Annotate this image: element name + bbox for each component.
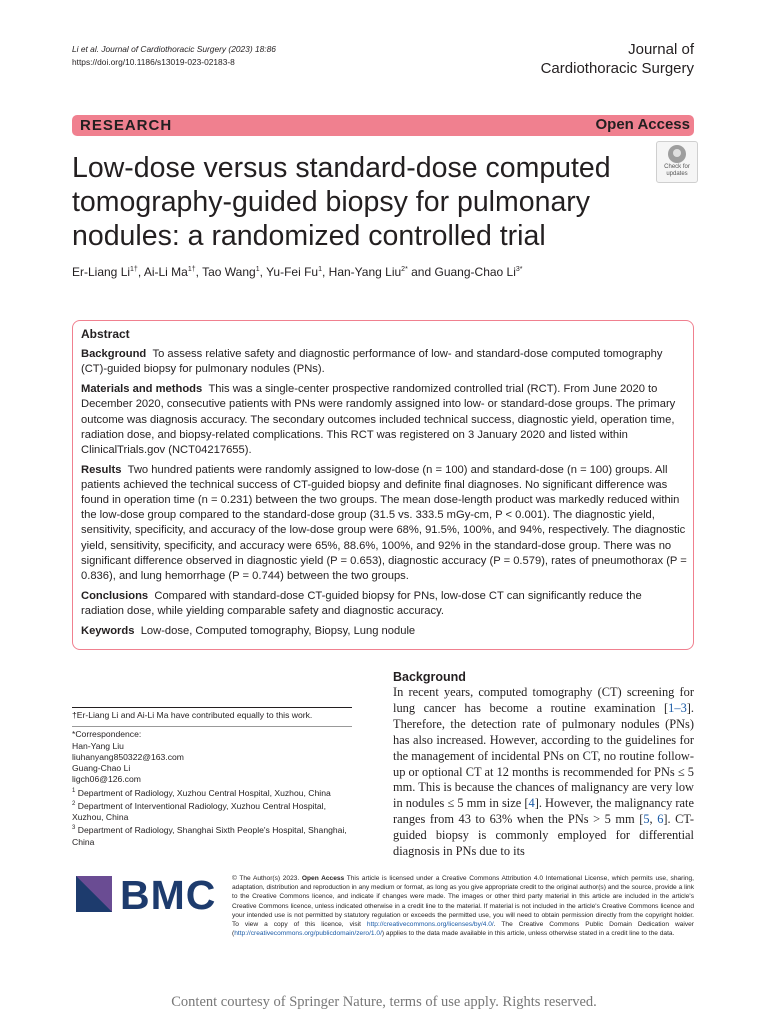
section-heading: Background — [393, 670, 466, 684]
section-label: Conclusions — [81, 589, 149, 602]
abstract-results — [81, 463, 687, 585]
affiliation-number: 2 — [72, 800, 76, 807]
check-for-updates-button[interactable] — [656, 141, 698, 183]
abstract-heading: Abstract — [81, 327, 130, 341]
body-text: ]. However, the malignancy rate ranges from 43 to 63% when the PNs > 5 mm [ — [393, 796, 694, 827]
footnote-divider — [72, 707, 352, 708]
affiliation-text: Department of Radiology, Xuzhou Central Hospital, Xuzhou, China — [77, 787, 331, 798]
abstract-conclusions — [81, 589, 687, 619]
doi-link[interactable]: https://doi.org/10.1186/s13019-023-02183-8 — [72, 57, 235, 67]
correspondent-email[interactable]: liuhanyang850322@163.com — [72, 751, 184, 762]
author-affiliation-marker: 1 — [255, 266, 260, 273]
author-name[interactable]: Yu-Fei Fu — [266, 265, 319, 279]
refresh-check-icon — [668, 145, 686, 163]
bmc-square-logo-icon — [76, 876, 112, 912]
section-text: Two hundred patients were randomly assigned to low-dose (n = 100) and standard-dose (n = 100) groups. All patients achieved the technical success of CT-guided biopsy and definite final diagnoses. No significant difference was found in operation time (n = 0.231) between the two groups. The mean dose-length product was markedly reduced within the low-dose group compared to the standard-dose group (31.5 vs. 333.5 mGy-cm, P < 0.001). The diagnostic yield, sensitivity, specificity, and accuracy of the low-dose group were 68%, 91.5%, 100%, and 94%, respectively. The diagnostic yield, sensitivity, specificity, and accuracy were 65%, 88.6%, 100%, and 92% in the standard-dose group. There was no significant difference observed in diagnostic yield (P = 0.653), diagnostic accuracy (P = 0.579), rates of pneumothorax (P = 0.836), and lung hemorrhage (P = 0.744) between the two groups. — [81, 463, 687, 583]
journal-name-line1: Journal of — [628, 41, 694, 58]
author-name[interactable]: Tao Wang — [202, 265, 256, 279]
citation-link[interactable]: 6 — [657, 812, 664, 827]
license-statement — [232, 874, 694, 938]
author-name[interactable]: Ai-Li Ma — [143, 265, 188, 279]
affiliation-text: Department of Interventional Radiology, Xuzhou Central Hospital, — [77, 800, 326, 811]
article-type-banner — [72, 115, 694, 136]
equal-contribution-note: †Er-Liang Li and Ai-Li Ma have contributed equally to this work. — [72, 710, 313, 720]
affiliation-number: 3 — [72, 825, 76, 832]
article-type-label: RESEARCH — [80, 117, 173, 134]
author-name[interactable]: Han-Yang Liu — [328, 265, 402, 279]
citation-link[interactable]: 1–3 — [668, 700, 687, 715]
author-name[interactable]: Guang-Chao Li — [434, 265, 516, 279]
body-text: ]. CT-guided biopsy is commonly employed for differential diagnosis in PNs due to its — [393, 812, 694, 859]
affiliation-number: 1 — [72, 787, 76, 794]
affiliation-text: Department of Radiology, Shanghai Sixth People's Hospital, Shanghai, — [77, 825, 347, 836]
author-affiliation-marker: 3* — [515, 266, 523, 273]
author-separator: , — [195, 265, 203, 279]
correspondent-email[interactable]: ligch06@126.com — [72, 774, 141, 785]
body-text: In recent years, computed tomography (CT) screening for lung cancer has become a routine examination [ — [393, 685, 694, 715]
citation-line: Li et al. Journal of Cardiothoracic Surgery (2023) 18:86 — [72, 44, 276, 54]
public-domain-link[interactable]: http://creativecommons.org/publicdomain/zero/1.0/ — [234, 930, 382, 938]
body-section-background — [393, 670, 694, 860]
abstract-content — [81, 327, 687, 643]
abstract-keywords — [81, 624, 687, 639]
affiliation — [72, 823, 362, 836]
courtesy-notice: Content courtesy of Springer Nature, terms of use apply. Rights reserved. — [171, 994, 597, 1010]
license-text: . The Creative Commons Public Domain Dedication waiver ( — [232, 921, 694, 938]
author-affiliation-marker: 2* — [401, 266, 408, 273]
section-text: Compared with standard-dose CT-guided biopsy for PNs, low-dose CT can significantly reduce the radiation dose, while yielding comparable safety and diagnostic accuracy. — [81, 589, 642, 617]
author-list — [72, 262, 523, 280]
open-access-term: Open Access — [301, 875, 345, 882]
affiliation-continued: China — [72, 836, 95, 847]
check-for-updates-label: Check for updates — [664, 164, 690, 177]
affiliation — [72, 786, 362, 799]
correspondent-name: Guang-Chao Li — [72, 763, 131, 774]
license-link[interactable]: http://creativecommons.org/licenses/by/4.0/ — [366, 921, 494, 929]
article-header — [72, 43, 276, 69]
author-separator: , — [137, 265, 144, 279]
journal-name — [541, 40, 694, 78]
license-text: ) applies to the data made available in this article, unless otherwise stated in a credit line to the data. — [381, 930, 675, 938]
author-separator: and — [407, 265, 435, 279]
citation-link[interactable]: 5 — [643, 812, 650, 827]
article-title: Low-dose versus standard-dose computed tomography-guided biopsy for pulmonary nodules: a randomized controlled trial — [72, 152, 611, 252]
author-affiliation-marker: 1† — [130, 266, 138, 273]
abstract-methods — [81, 382, 687, 458]
abstract-background — [81, 347, 687, 377]
author-separator: , — [322, 265, 329, 279]
footnotes — [72, 707, 362, 848]
affiliation-continued: Xuzhou, China — [72, 812, 129, 823]
journal-name-line2: Cardiothoracic Surgery — [540, 60, 694, 77]
citation-link[interactable]: 4 — [528, 796, 535, 811]
bmc-logo — [76, 872, 217, 918]
section-label: Keywords — [81, 624, 135, 637]
footnote-divider — [72, 726, 352, 727]
license-text: © The Author(s) 2023. — [232, 875, 302, 882]
license-text: This article is licensed under a Creative Commons Attribution 4.0 International License, which permits use, sharing, adaptation, distribution and reproduction in any medium or format, as long as you give appropriate credit to the original author(s) and the source, provide a link to the Creative Commons licence, and indicate if changes were made. The images or other third party material in this article are included in the article's Creative Commons licence, unless indicated otherwise in a credit line to the material. If material is not included in the article's Creative Commons licence and your intended use is not permitted by statutory regulation or exceeds the permitted use, you will need to obtain permission directly from the copyright holder. To view a copy of this licence, visit — [232, 875, 695, 929]
section-label: Background — [81, 348, 147, 361]
section-text: Low-dose, Computed tomography, Biopsy, Lung nodule — [140, 624, 416, 637]
author-affiliation-marker: 1† — [187, 266, 196, 273]
affiliation — [72, 799, 362, 812]
bmc-logo-text: BMC — [120, 872, 217, 918]
body-paragraph — [393, 685, 694, 860]
body-text: , — [649, 812, 658, 827]
section-label: Materials and methods — [81, 383, 203, 396]
open-access-label: Open Access — [595, 116, 690, 133]
section-label: Results — [81, 463, 122, 476]
section-text: This was a single-center prospective randomized controlled trial (RCT). From June 2020 to December 2020, consecutive patients with PNs were randomly assigned into low- or standard-dose groups. The primary outcome was diagnosis accuracy. The secondary outcomes included technical success, diagnostic yield, operation time, radiation dose, and biopsy-related complications. This RCT was registered on 3 January 2020 and listed within ClinicalTrials.gov (NCT04217655). — [81, 383, 676, 456]
author-name[interactable]: Er-Liang Li — [72, 265, 131, 279]
author-separator: , — [259, 265, 267, 279]
author-affiliation-marker: 1 — [318, 266, 322, 273]
correspondence-label: *Correspondence: — [72, 729, 142, 740]
section-text: To assess relative safety and diagnostic performance of low- and standard-dose computed tomography (CT)-guided biopsy for pulmonary nodules (PNs). — [81, 348, 663, 376]
correspondent-name: Han-Yang Liu — [72, 740, 124, 751]
body-text: ]. Therefore, the detection rate of pulmonary nodules (PNs) has also increased. However, according to the guidelines for the management of incidental PNs on CT, no routine follow-up or optional CT at 12 months is recommended for PNs ≤ 5 mm. This is because the chances of malignancy are very low in nodules ≤ 5 mm in size [ — [393, 700, 694, 811]
